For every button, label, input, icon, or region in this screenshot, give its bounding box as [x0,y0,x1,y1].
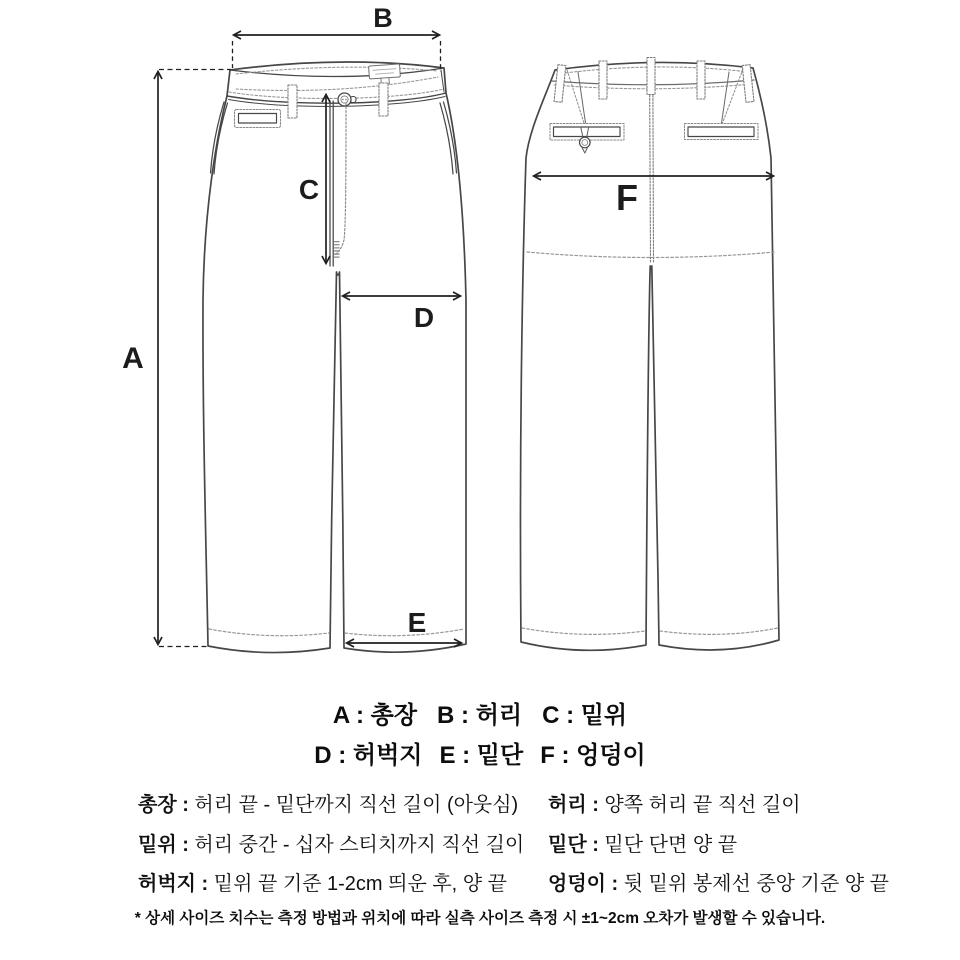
legend-item: A : 총장 [332,702,418,729]
definition-text: 양쪽 허리 끝 직선 길이 [604,794,801,816]
legend-item: B : 허리 [437,702,523,729]
definition-colon: : [586,833,605,856]
definition-colon: : [195,873,214,895]
definition-term: 허리 [548,794,587,816]
definition-row [548,786,889,826]
legend-item: D : 허벅지 [314,742,423,769]
definition-text: 밑단 단면 양 끝 [604,833,738,856]
measurement-label-f: F [616,177,638,218]
belt-loop [379,83,388,116]
definition-text: 허리 중간 - 십자 스티치까지 직선 길이 [194,833,525,856]
legend-item: E : 밑단 [439,742,524,769]
measurement-label-c: C [298,174,320,205]
definition-text: 밑위 끝 기준 1-2cm 띄운 후, 양 끝 [213,873,507,895]
definition-term: 밑위 [138,833,177,856]
definition-row [548,865,889,905]
belt-loop [697,61,705,99]
definition-text: 허리 끝 - 밑단까지 직선 길이 (아웃심) [194,794,519,816]
legend-item: C : 밑위 [542,702,628,729]
definition-row [138,865,524,905]
definition-text: 뒷 밑위 봉제선 중앙 기준 양 끝 [623,873,889,895]
measurement-label-a: A [122,342,144,375]
pants-front-view-drawing [203,62,466,653]
measurement-label-e: E [407,607,427,638]
measurement-label-b: B [373,3,393,33]
pocket-button [580,137,591,148]
legend-line-1 [0,696,960,736]
definition-term: 총장 [138,794,177,816]
belt-loop [599,61,607,99]
definition-colon: : [605,873,624,895]
tolerance-footnote: * 상세 사이즈 치수는 측정 방법과 위치에 따라 실측 사이즈 측정 시 ±1~2cm 오차가 발생할 수 있습니다. [134,910,826,927]
definition-colon: : [586,794,605,816]
definition-colon: : [176,794,195,816]
legend-line-2 [0,736,960,776]
definitions-left-column [138,786,524,905]
belt-loop [288,85,297,118]
belt-loop [647,58,655,95]
front-silhouette [203,62,466,653]
definition-term: 허벅지 [138,873,196,895]
definition-row [138,786,524,826]
back-silhouette [520,62,779,650]
definition-row [548,826,889,866]
coin-pocket [235,110,281,128]
definition-row [138,826,524,866]
definition-term: 밑단 [548,833,587,856]
measurement-legend [0,696,960,776]
back-pocket-right [685,124,759,140]
pants-back-view-drawing [520,58,779,651]
definition-colon: : [176,833,195,856]
definitions-right-column [548,786,889,905]
legend-item: F : 엉덩이 [540,742,646,769]
definition-term: 엉덩이 [548,873,606,895]
measurement-label-d: D [413,302,435,333]
